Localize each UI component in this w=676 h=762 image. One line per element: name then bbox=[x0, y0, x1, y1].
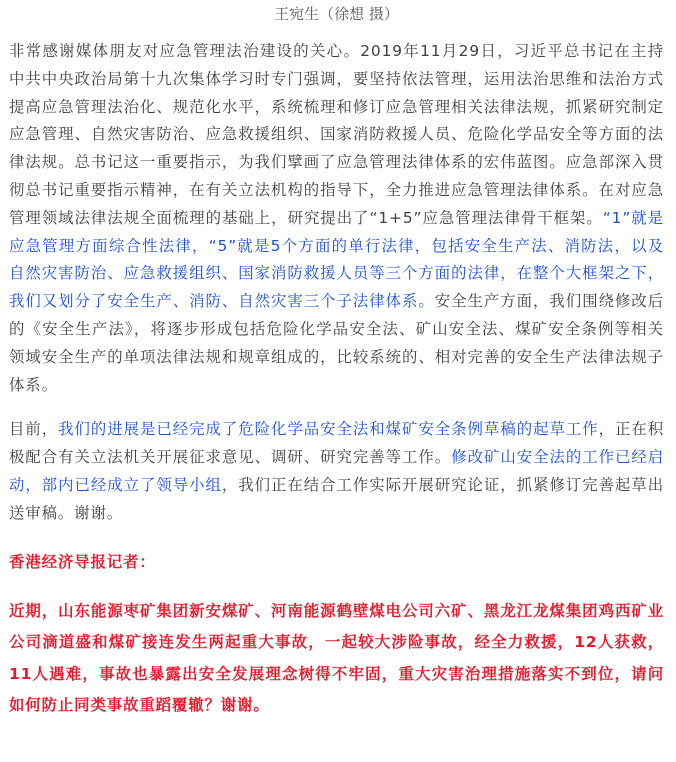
answer-highlight: “1”就是应急管理方面综合性法律，“5”就是5个方面的单行法律，包括安全生产法、消防法，以及自然灾害防治、应急救援组织、国家消防救援人员等三个方面的法律，在整个大框架之下，我们又划分了安全生产、消防、自然灾害三个子法律体系。 bbox=[9, 208, 664, 311]
reporter-label: 香港经济导报记者： bbox=[9, 552, 156, 571]
reporter-question: 近期，山东能源枣矿集团新安煤矿、河南能源鹤壁煤电公司六矿、黑龙江龙煤集团鸡西矿业公司滴道盛和煤矿接连发生两起重大事故，一起较大涉险事故，经全力救援，12人获救，11人遇难，事故也暴露出安全发展理念树得不牢固，重大灾害治理措施落实不到位，请问如何防止同类事故重蹈覆辙？谢谢。 bbox=[9, 601, 664, 715]
answer-highlight: 我们的进展是已经完成了危险化学品安全法和煤矿安全条例草稿的起草工作 bbox=[58, 420, 599, 439]
photo-caption: 王宛生（徐想 摄） bbox=[274, 5, 399, 23]
answer-text: ，我们正在结合工作实际开展研究论证，抓紧修订完善起草出送审稿。谢谢。 bbox=[9, 475, 664, 522]
answer-paragraph-1 bbox=[9, 38, 664, 399]
answer-text: 目前， bbox=[9, 420, 59, 439]
answer-highlight: 修改矿山安全法的工作已经启动，部内已经成立了领导小组 bbox=[9, 448, 664, 494]
answer-text: 安全生产方面，我们围绕修改后的《安全生产法》，将逐步形成包括危险化学品安全法、矿山安全法、煤矿安全条例等相关领域安全生产的单项法律法规和规章组成的，比较系统的、相对完善的安全生产法律法规子体系。 bbox=[9, 292, 664, 394]
answer-text: ，正在积极配合有关立法机关开展征求意见、调研、研究完善等工作。 bbox=[9, 420, 664, 467]
answer-text: 非常感谢媒体朋友对应急管理法治建设的关心。2019年11月29日，习近平总书记在主持中共中央政治局第十九次集体学习时专门强调，要坚持依法管理，运用法治思维和法治方式提高应急管理法治化、规范化水平，系统梳理和修订应急管理相关法律法规，抓紧研究制定应急管理、自然灾害防治、应急救援组织、国家消防救援人员、危险化学品安全等方面的法律法规。总书记这一重要指示，为我们擘画了应急管理法律体系的宏伟蓝图。应急部深入贯彻总书记重要指示精神，在有关立法机构的指导下，全力推进应急管理法律体系。在对应急管理领域法律法规全面梳理的基础上，研究提出了“1+5”应急管理法律骨干框架。 bbox=[9, 42, 664, 227]
answer-paragraph-2 bbox=[9, 416, 664, 527]
